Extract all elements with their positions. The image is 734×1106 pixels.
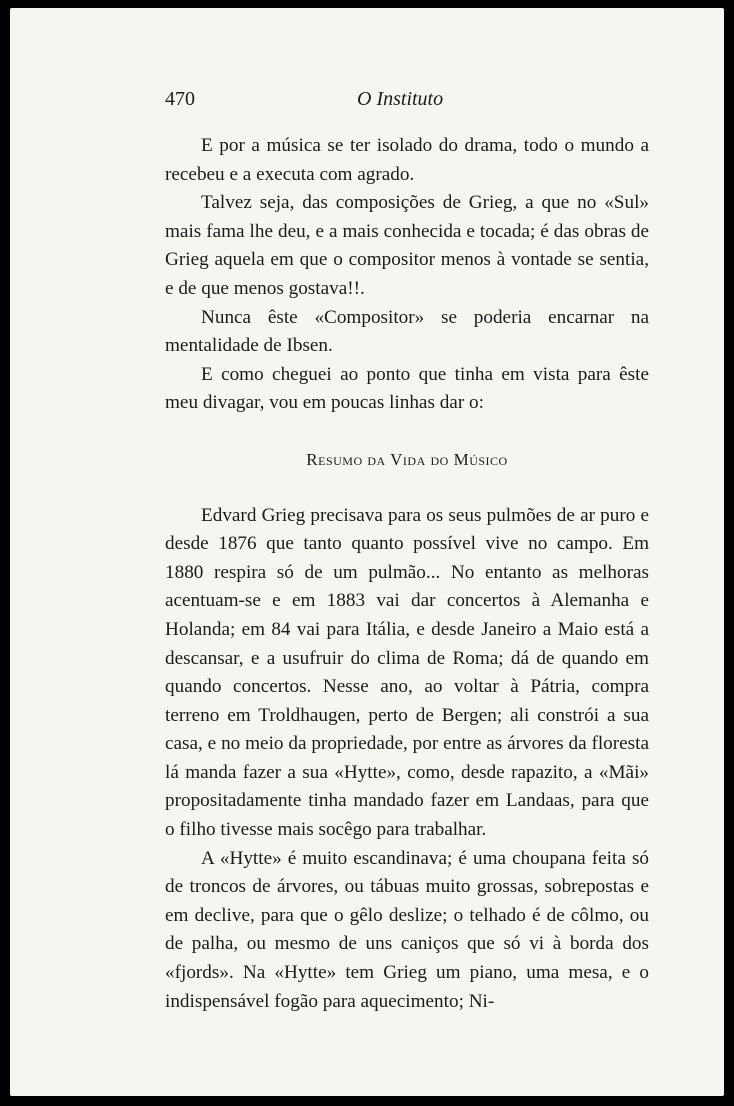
paragraph: Talvez seja, das composições de Grieg, a que no «Sul» mais fama lhe deu, e a mais conhecida e tocada; é das obras de Grieg aquela em que o compositor menos à vontade se sentia, e de que menos gostava!!.	[165, 192, 649, 299]
paragraph: Nunca êste «Compositor» se poderia encarnar na mentalidade de Ibsen.	[165, 306, 649, 357]
paragraph: E como cheguei ao ponto que tinha em vista para êste meu divagar, vou em poucas linhas dar o:	[165, 363, 649, 414]
paragraph: E por a música se ter isolado do drama, todo o mundo a recebeu e a executa com agrado.	[165, 135, 649, 185]
running-title: O Instituto	[357, 88, 444, 110]
page-number: 470	[165, 88, 195, 110]
body-text	[165, 132, 649, 1016]
section-heading: Resumo da Vida do Músico	[306, 449, 508, 469]
paragraph: A «Hytte» é muito escandinava; é uma choupana feita só de troncos de árvores, ou tábuas muito grossas, sobrepostas e em declive, para que o gêlo deslize; o telhado é de côlmo, ou de palha, ou mesmo de uns caniços que só vi à borda dos «fjords». Na «Hytte» tem Grieg um piano, uma mesa, e o indispensável fogão para aquecimento; Ni-	[165, 847, 649, 1012]
paragraph: Edvard Grieg precisava para os seus pulmões de ar puro e desde 1876 que tanto quanto possível vive no campo. Em 1880 respira só de um pulmão... No entanto as melhoras acentuam-se e em 1883 vai dar concertos à Alemanha e Holanda; em 84 vai para Itália, e desde Janeiro a Maio está a descansar, e a usufruir do clima de Roma; dá de quando em quando concertos. Nesse ano, ao voltar à Pátria, compra terreno em Troldhaugen, perto de Bergen; ali constrói a sua casa, e no meio da propriedade, por entre as árvores da floresta lá manda fazer a sua «Hytte», como, desde rapazito, a «Mãi» propositadamente tinha mandado fazer em Landaas, para que o filho tivesse mais socêgo para trabalhar.	[165, 504, 649, 841]
page-header	[165, 88, 649, 116]
book-page	[10, 8, 724, 1096]
